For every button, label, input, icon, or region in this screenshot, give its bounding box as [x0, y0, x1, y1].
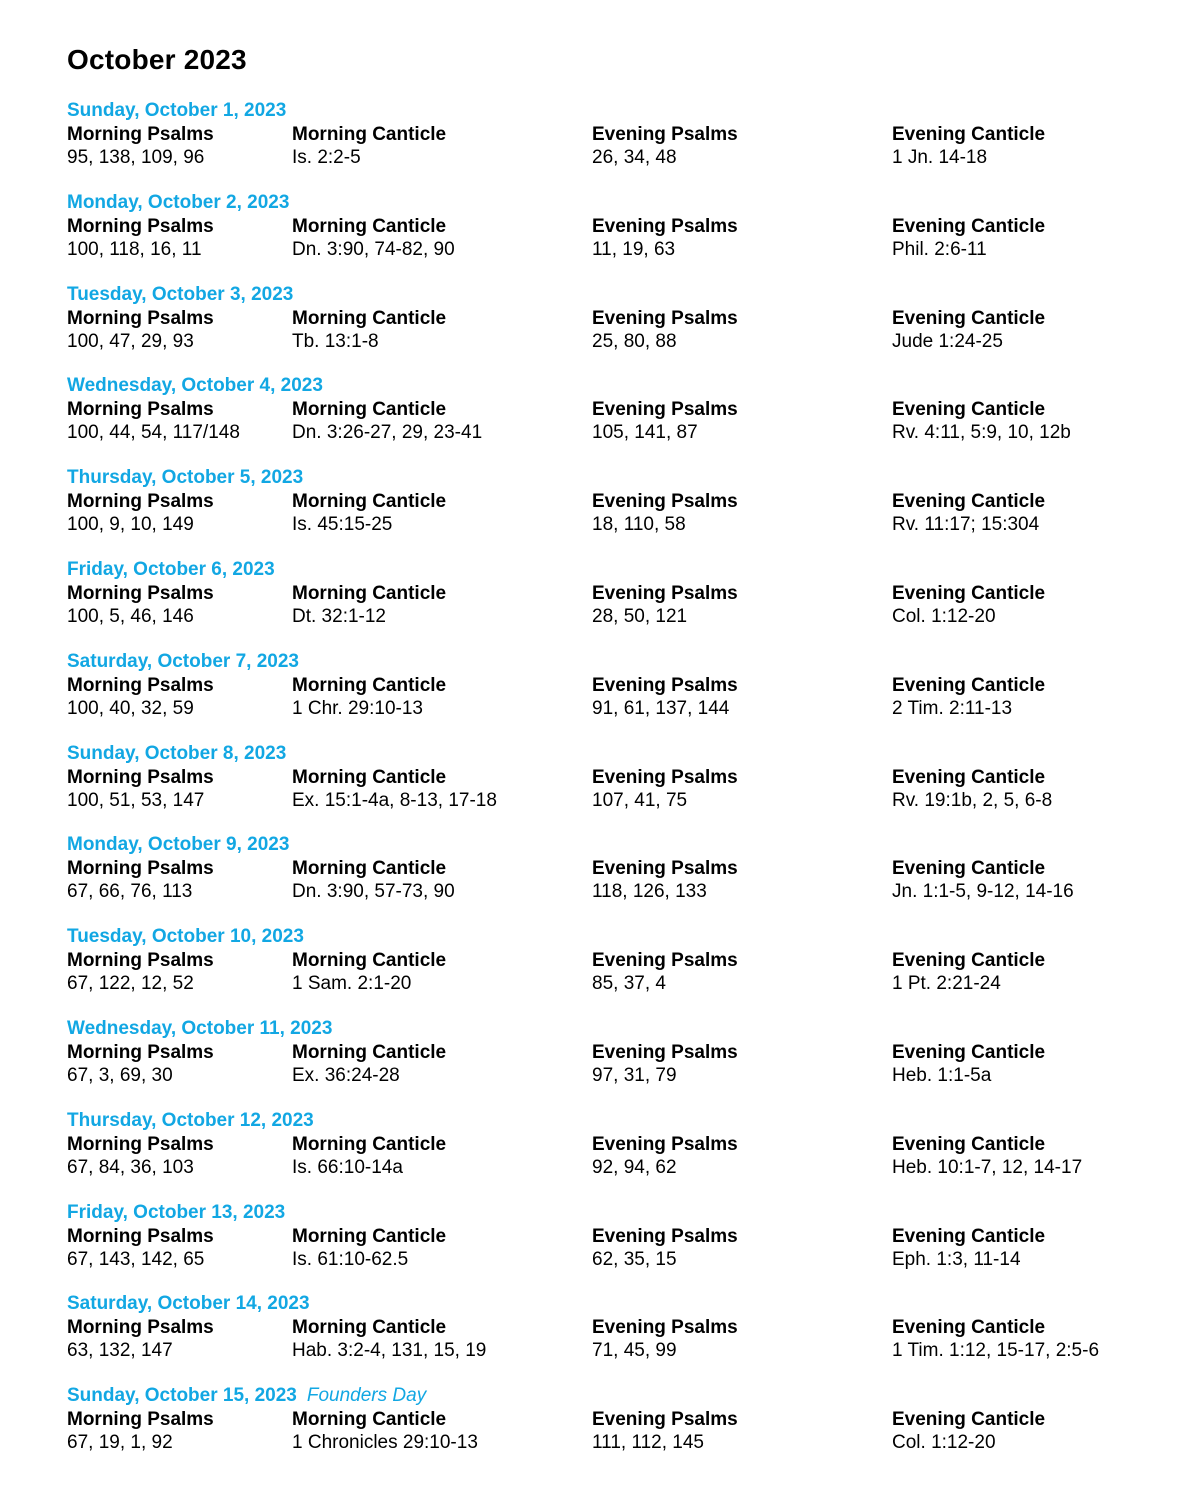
morning-canticle-value: Dn. 3:90, 74-82, 90: [292, 238, 455, 260]
day-date: Tuesday, October 10, 2023: [67, 926, 304, 948]
morning-psalms-label: Morning Psalms: [67, 1225, 214, 1247]
morning-psalms-label: Morning Psalms: [67, 1042, 214, 1063]
morning-psalms-label: Morning Psalms: [67, 858, 214, 880]
morning-canticle-value: Ex. 15:1-4a, 8-13, 17-18: [292, 789, 497, 811]
morning-canticle-label: Morning Canticle: [292, 1317, 447, 1339]
morning-psalms-value: 100, 9, 10, 149: [67, 514, 194, 536]
morning-psalms-label: Morning Psalms: [67, 1409, 214, 1431]
evening-canticle-value: Jude 1:24-25: [892, 330, 1003, 352]
evening-canticle-value: 1 Pt. 2:21-24: [892, 973, 1001, 995]
evening-canticle-label: Evening Canticle: [892, 1225, 1046, 1247]
evening-canticle-column: [892, 307, 1045, 353]
day-date-heading: [67, 467, 303, 489]
day-date: Thursday, October 5, 2023: [67, 467, 304, 489]
evening-psalms-label: Evening Psalms: [592, 858, 738, 880]
day-date: Wednesday, October 4, 2023: [67, 375, 323, 397]
morning-canticle-column: [292, 123, 446, 169]
morning-psalms-label: Morning Psalms: [67, 950, 214, 972]
evening-psalms-label: Evening Psalms: [592, 950, 738, 972]
evening-canticle-label: Evening Canticle: [892, 399, 1046, 421]
evening-psalms-column: [592, 1225, 738, 1271]
morning-psalms-value: 63, 132, 147: [67, 1340, 173, 1362]
evening-canticle-column: [892, 857, 1074, 903]
day-date-heading: [67, 1110, 314, 1132]
morning-canticle-value: Is. 45:15-25: [292, 514, 393, 536]
evening-canticle-column: [892, 1408, 1045, 1454]
morning-canticle-label: Morning Canticle: [292, 1042, 447, 1063]
day-date-heading: [67, 192, 289, 214]
day-date: Tuesday, October 3, 2023: [67, 283, 294, 305]
morning-canticle-column: [292, 1316, 486, 1362]
evening-psalms-column: [592, 766, 738, 812]
morning-canticle-label: Morning Canticle: [292, 674, 447, 696]
evening-canticle-value: Heb. 10:1-7, 12, 14-17: [892, 1156, 1083, 1178]
morning-canticle-column: [292, 949, 446, 995]
morning-canticle-label: Morning Canticle: [292, 399, 447, 421]
day-date: Wednesday, October 11, 2023: [67, 1018, 333, 1039]
morning-canticle-column: [292, 1041, 446, 1087]
morning-psalms-value: 100, 40, 32, 59: [67, 697, 194, 719]
day-date: Sunday, October 15, 2023: [67, 1385, 297, 1407]
evening-psalms-label: Evening Psalms: [592, 674, 738, 696]
morning-psalms-column: [67, 949, 214, 995]
morning-canticle-column: [292, 1408, 478, 1454]
morning-psalms-value: 100, 44, 54, 117/148: [67, 422, 240, 444]
evening-psalms-value: 118, 126, 133: [592, 881, 707, 903]
evening-canticle-column: [892, 398, 1071, 444]
morning-psalms-column: [67, 1408, 214, 1454]
morning-canticle-label: Morning Canticle: [292, 766, 447, 788]
day-entry: [67, 467, 1167, 552]
morning-canticle-value: 1 Chronicles 29:10-13: [292, 1432, 478, 1454]
evening-psalms-value: 107, 41, 75: [592, 789, 688, 811]
day-entry: [67, 375, 1167, 460]
evening-psalms-value: 91, 61, 137, 144: [592, 697, 730, 719]
day-date-heading: [67, 1018, 332, 1040]
morning-psalms-value: 95, 138, 109, 96: [67, 147, 205, 168]
morning-psalms-column: [67, 1133, 214, 1179]
evening-psalms-label: Evening Psalms: [592, 491, 738, 513]
morning-canticle-label: Morning Canticle: [292, 215, 447, 237]
day-date-heading: [67, 651, 299, 673]
evening-psalms-label: Evening Psalms: [592, 399, 738, 421]
evening-canticle-label: Evening Canticle: [892, 766, 1046, 788]
evening-canticle-label: Evening Canticle: [892, 583, 1046, 604]
evening-psalms-column: [592, 490, 738, 536]
morning-psalms-value: 67, 122, 12, 52: [67, 973, 194, 995]
morning-canticle-value: Is. 66:10-14a: [292, 1156, 403, 1178]
evening-canticle-column: [892, 490, 1045, 536]
evening-psalms-value: 111, 112, 145: [592, 1432, 704, 1454]
morning-canticle-label: Morning Canticle: [292, 124, 447, 145]
morning-psalms-label: Morning Psalms: [67, 491, 214, 513]
evening-canticle-label: Evening Canticle: [892, 950, 1046, 972]
morning-psalms-value: 67, 143, 142, 65: [67, 1248, 205, 1270]
evening-psalms-label: Evening Psalms: [592, 1042, 738, 1063]
evening-psalms-column: [592, 1133, 738, 1179]
morning-canticle-value: Is. 2:2-5: [292, 147, 361, 168]
day-entry: [67, 834, 1167, 919]
morning-psalms-value: 67, 3, 69, 30: [67, 1065, 173, 1086]
morning-psalms-column: [67, 674, 214, 720]
morning-psalms-column: [67, 582, 214, 628]
evening-psalms-value: 71, 45, 99: [592, 1340, 677, 1362]
evening-canticle-value: 1 Jn. 14-18: [892, 147, 988, 168]
morning-psalms-column: [67, 490, 214, 536]
morning-canticle-value: Dn. 3:90, 57-73, 90: [292, 881, 455, 903]
day-date-heading: [67, 1293, 310, 1315]
evening-canticle-value: Rv. 19:1b, 2, 5, 6-8: [892, 789, 1053, 811]
morning-canticle-value: Dt. 32:1-12: [292, 606, 386, 627]
morning-canticle-column: [292, 582, 446, 628]
morning-psalms-label: Morning Psalms: [67, 674, 214, 696]
page-title: October 2023: [67, 44, 247, 75]
evening-canticle-label: Evening Canticle: [892, 1133, 1046, 1155]
evening-canticle-value: Heb. 1:1-5a: [892, 1065, 992, 1086]
evening-canticle-label: Evening Canticle: [892, 215, 1046, 237]
evening-psalms-label: Evening Psalms: [592, 1317, 738, 1339]
evening-canticle-column: [892, 1041, 1045, 1087]
evening-canticle-value: Phil. 2:6-11: [892, 238, 987, 260]
evening-canticle-value: Rv. 4:11, 5:9, 10, 12b: [892, 422, 1071, 444]
morning-canticle-column: [292, 1225, 446, 1271]
evening-canticle-column: [892, 1316, 1099, 1362]
evening-psalms-value: 62, 35, 15: [592, 1248, 677, 1270]
evening-psalms-column: [592, 307, 738, 353]
evening-psalms-column: [592, 123, 738, 169]
evening-psalms-column: [592, 1041, 738, 1087]
day-date-heading: [67, 1202, 285, 1224]
evening-psalms-label: Evening Psalms: [592, 307, 738, 329]
evening-psalms-value: 92, 94, 62: [592, 1156, 677, 1178]
morning-canticle-label: Morning Canticle: [292, 1225, 447, 1247]
morning-canticle-column: [292, 490, 446, 536]
evening-canticle-value: Col. 1:12-20: [892, 606, 996, 627]
day-date: Monday, October 9, 2023: [67, 834, 290, 856]
day-date: Thursday, October 12, 2023: [67, 1109, 314, 1131]
morning-psalms-value: 67, 84, 36, 103: [67, 1156, 194, 1178]
evening-canticle-label: Evening Canticle: [892, 858, 1046, 880]
evening-psalms-label: Evening Psalms: [592, 766, 738, 788]
evening-canticle-value: 1 Tim. 1:12, 15-17, 2:5-6: [892, 1340, 1100, 1362]
evening-psalms-value: 26, 34, 48: [592, 147, 677, 168]
morning-psalms-value: 100, 5, 46, 146: [67, 606, 194, 627]
day-date-heading: [67, 1385, 426, 1407]
morning-psalms-column: [67, 123, 214, 169]
day-entry: [67, 651, 1167, 736]
day-entry: [67, 192, 1167, 277]
evening-canticle-label: Evening Canticle: [892, 1317, 1046, 1339]
evening-canticle-value: Rv. 11:17; 15:304: [892, 514, 1040, 536]
evening-canticle-value: 2 Tim. 2:11-13: [892, 697, 1013, 719]
evening-canticle-label: Evening Canticle: [892, 1409, 1046, 1431]
morning-psalms-value: 67, 19, 1, 92: [67, 1432, 173, 1454]
day-date: Monday, October 2, 2023: [67, 191, 290, 213]
evening-psalms-value: 105, 141, 87: [592, 422, 698, 444]
day-entry: [67, 743, 1167, 828]
day-date-heading: [67, 284, 293, 306]
evening-canticle-label: Evening Canticle: [892, 1042, 1046, 1063]
day-date: Friday, October 13, 2023: [67, 1201, 286, 1223]
morning-canticle-value: 1 Sam. 2:1-20: [292, 973, 412, 995]
morning-psalms-value: 100, 47, 29, 93: [67, 330, 194, 352]
day-entry: [67, 926, 1167, 1011]
evening-psalms-column: [592, 949, 738, 995]
morning-psalms-value: 67, 66, 76, 113: [67, 881, 193, 903]
day-date-heading: [67, 743, 286, 765]
morning-psalms-label: Morning Psalms: [67, 124, 214, 145]
day-date: Sunday, October 8, 2023: [67, 742, 287, 764]
evening-canticle-column: [892, 1133, 1082, 1179]
morning-psalms-column: [67, 1041, 214, 1087]
morning-psalms-label: Morning Psalms: [67, 583, 214, 604]
day-date-heading: [67, 834, 289, 856]
morning-psalms-column: [67, 1316, 214, 1362]
evening-psalms-label: Evening Psalms: [592, 124, 738, 145]
evening-psalms-column: [592, 1316, 738, 1362]
morning-psalms-label: Morning Psalms: [67, 307, 214, 329]
evening-canticle-value: Eph. 1:3, 11-14: [892, 1248, 1021, 1270]
day-note: Founders Day: [306, 1385, 427, 1407]
morning-psalms-label: Morning Psalms: [67, 215, 214, 237]
evening-psalms-column: [592, 582, 738, 628]
day-entry: [67, 1385, 1167, 1470]
morning-canticle-value: Hab. 3:2-4, 131, 15, 19: [292, 1340, 487, 1362]
morning-psalms-column: [67, 307, 214, 353]
morning-canticle-column: [292, 215, 455, 261]
morning-canticle-column: [292, 307, 446, 353]
evening-psalms-column: [592, 674, 738, 720]
evening-psalms-value: 28, 50, 121: [592, 606, 688, 627]
day-date-heading: [67, 559, 275, 581]
evening-canticle-label: Evening Canticle: [892, 124, 1046, 145]
evening-psalms-label: Evening Psalms: [592, 1133, 738, 1155]
morning-canticle-value: Is. 61:10-62.5: [292, 1248, 409, 1270]
morning-psalms-label: Morning Psalms: [67, 1317, 214, 1339]
day-date: Saturday, October 14, 2023: [67, 1293, 310, 1315]
morning-psalms-value: 100, 118, 16, 11: [67, 238, 202, 260]
morning-canticle-value: Dn. 3:26-27, 29, 23-41: [292, 422, 483, 444]
evening-psalms-label: Evening Psalms: [592, 583, 738, 604]
morning-canticle-column: [292, 398, 482, 444]
evening-psalms-value: 97, 31, 79: [592, 1065, 677, 1086]
morning-canticle-label: Morning Canticle: [292, 1409, 447, 1431]
evening-psalms-column: [592, 857, 738, 903]
morning-canticle-value: Tb. 13:1-8: [292, 330, 379, 352]
evening-canticle-column: [892, 674, 1045, 720]
day-entry: [67, 284, 1167, 369]
morning-psalms-column: [67, 215, 214, 261]
evening-psalms-value: 85, 37, 4: [592, 973, 666, 995]
morning-canticle-column: [292, 674, 446, 720]
morning-psalms-label: Morning Psalms: [67, 399, 214, 421]
day-date: Sunday, October 1, 2023: [67, 100, 287, 121]
day-entry: [67, 1293, 1167, 1378]
evening-canticle-column: [892, 582, 1045, 628]
morning-canticle-column: [292, 766, 497, 812]
evening-psalms-value: 18, 110, 58: [592, 514, 686, 536]
evening-canticle-column: [892, 949, 1045, 995]
evening-psalms-column: [592, 215, 738, 261]
day-entry: [67, 100, 1167, 185]
morning-canticle-value: 1 Chr. 29:10-13: [292, 697, 423, 719]
evening-psalms-label: Evening Psalms: [592, 215, 738, 237]
morning-canticle-label: Morning Canticle: [292, 491, 447, 513]
evening-psalms-value: 11, 19, 63: [592, 238, 676, 260]
morning-psalms-column: [67, 766, 214, 812]
morning-psalms-column: [67, 398, 240, 444]
morning-canticle-label: Morning Canticle: [292, 950, 447, 972]
evening-canticle-column: [892, 1225, 1045, 1271]
evening-psalms-column: [592, 398, 738, 444]
day-entry: [67, 1202, 1167, 1287]
evening-canticle-label: Evening Canticle: [892, 307, 1046, 329]
morning-canticle-label: Morning Canticle: [292, 307, 447, 329]
day-date-heading: [67, 926, 304, 948]
day-date: Saturday, October 7, 2023: [67, 650, 299, 672]
evening-canticle-value: Jn. 1:1-5, 9-12, 14-16: [892, 881, 1074, 903]
evening-canticle-column: [892, 123, 1045, 169]
day-date: Friday, October 6, 2023: [67, 559, 275, 580]
evening-canticle-column: [892, 215, 1045, 261]
morning-psalms-value: 100, 51, 53, 147: [67, 789, 205, 811]
morning-psalms-label: Morning Psalms: [67, 766, 214, 788]
evening-canticle-label: Evening Canticle: [892, 674, 1046, 696]
evening-psalms-value: 25, 80, 88: [592, 330, 677, 352]
morning-canticle-label: Morning Canticle: [292, 583, 447, 604]
morning-canticle-column: [292, 1133, 446, 1179]
day-entry: [67, 1110, 1167, 1195]
morning-canticle-label: Morning Canticle: [292, 858, 447, 880]
evening-canticle-label: Evening Canticle: [892, 491, 1046, 513]
day-entry: [67, 559, 1167, 644]
morning-canticle-label: Morning Canticle: [292, 1133, 447, 1155]
evening-psalms-label: Evening Psalms: [592, 1225, 738, 1247]
evening-canticle-value: Col. 1:12-20: [892, 1432, 996, 1454]
morning-canticle-column: [292, 857, 455, 903]
morning-psalms-column: [67, 1225, 214, 1271]
evening-canticle-column: [892, 766, 1052, 812]
morning-canticle-value: Ex. 36:24-28: [292, 1065, 400, 1086]
day-date-heading: [67, 375, 323, 397]
day-entry: [67, 1018, 1167, 1103]
evening-psalms-label: Evening Psalms: [592, 1409, 738, 1431]
morning-psalms-label: Morning Psalms: [67, 1133, 214, 1155]
morning-psalms-column: [67, 857, 214, 903]
evening-psalms-column: [592, 1408, 738, 1454]
day-date-heading: [67, 100, 286, 122]
